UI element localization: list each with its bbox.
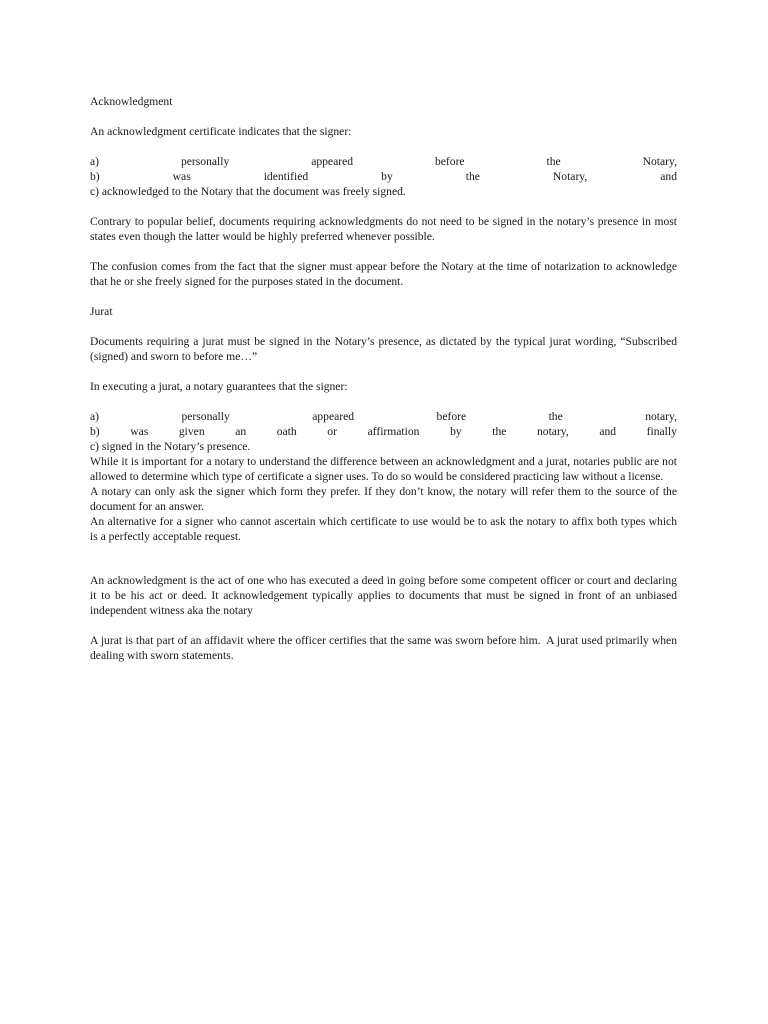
ack-item-a: a) personally appeared before the Notary, <box>90 155 677 168</box>
jurat-item-a: a) personally appeared before the notary, <box>90 410 677 423</box>
paragraph-ack-definition: An acknowledgment is the act of one who has executed a deed in going before some competent officer or court and declaring it to be his act or deed. It acknowledgement typically applies to documents that must be signed in front of an unbiased independent witness aka the notary <box>90 574 677 617</box>
ack-intro: An acknowledgment certificate indicates that the signer: <box>90 125 352 138</box>
heading-jurat: Jurat <box>90 305 113 318</box>
paragraph-alternative: An alternative for a signer who cannot ascertain which certificate to use would be to ask the notary to affix both types which is a perfectly acceptable request. <box>90 515 677 543</box>
paragraph-important: While it is important for a notary to understand the difference between an acknowledgment and a jurat, notaries public are not allowed to determine which type of certificate a signer uses. To do so would be considered practicing law without a license. <box>90 455 677 483</box>
ack-item-c: c) acknowledged to the Notary that the document was freely signed. <box>90 185 406 198</box>
paragraph-contrary: Contrary to popular belief, documents requiring acknowledgments do not need to be signed in the notary’s presence in most states even though the latter would be highly preferred whenever possible. <box>90 215 677 243</box>
paragraph-jurat-definition: A jurat is that part of an affidavit where the officer certifies that the same was sworn before him. A jurat used primarily when dealing with sworn statements. <box>90 634 677 662</box>
jurat-item-c: c) signed in the Notary’s presence. <box>90 440 251 453</box>
ack-item-b: b) was identified by the Notary, and <box>90 170 677 183</box>
paragraph-ask-signer: A notary can only ask the signer which form they prefer. If they don’t know, the notary will refer them to the source of the document for an answer. <box>90 485 677 513</box>
document-body <box>90 94 677 663</box>
jurat-intro: In executing a jurat, a notary guarantees that the signer: <box>90 380 348 393</box>
heading-acknowledgment: Acknowledgment <box>90 95 173 108</box>
jurat-item-b: b) was given an oath or affirmation by the notary, and finally <box>90 425 677 438</box>
paragraph-confusion: The confusion comes from the fact that the signer must appear before the Notary at the time of notarization to acknowledge that he or she freely signed for the purposes stated in the document. <box>90 260 677 288</box>
paragraph-jurat-wording: Documents requiring a jurat must be signed in the Notary’s presence, as dictated by the typical jurat wording, “Subscribed (signed) and sworn to before me…” <box>90 335 677 363</box>
